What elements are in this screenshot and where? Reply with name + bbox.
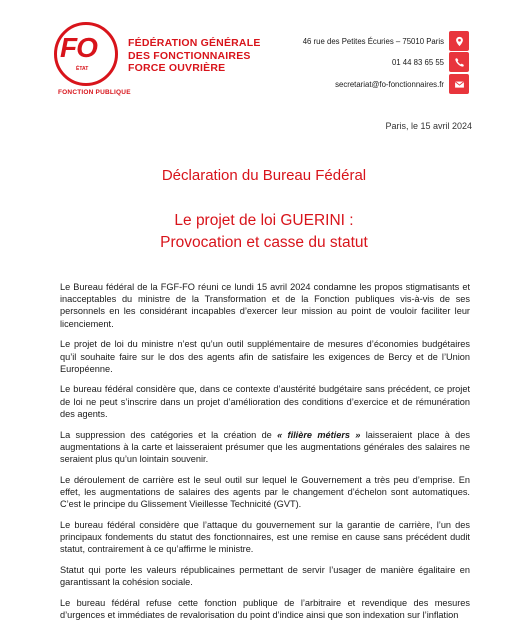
organisation-name bbox=[128, 37, 261, 75]
org-line: FORCE OUVRIÈRE bbox=[128, 62, 226, 74]
paragraph: Le déroulement de carrière est le seul outil sur lequel le Gouvernement a très peu d’emprise. En effet, les augmentations de salaires des agents par le changement d’échelon sont automatiques. C’est le principe du Glissement Vieillesse Technicité (GVT). bbox=[60, 474, 470, 510]
paragraph: Le bureau fédéral considère que l’attaque du gouvernement sur la garantie de carrière, l’un des principaux fondements du statut des fonctionnaires, est une remise en cause sans précédent dudit statut, contrairement à ce qu’affirme le ministre. bbox=[60, 519, 470, 555]
declaration-body bbox=[60, 281, 470, 630]
fo-logo bbox=[54, 22, 120, 88]
address-text: 46 rue des Petites Écuries – 75010 Paris bbox=[302, 37, 444, 46]
document-title-line-2: Provocation et casse du statut bbox=[160, 234, 368, 251]
declaration-title: Déclaration du Bureau Fédéral bbox=[161, 167, 367, 184]
paragraph: Statut qui porte les valeurs républicaines permettant de servir l’usager de manière égalitaire en garantissant la cohésion sociale. bbox=[60, 564, 470, 588]
phone-text: 01 44 83 65 55 bbox=[391, 58, 444, 67]
logo-caption: FONCTION PUBLIQUE bbox=[58, 89, 131, 96]
paragraph: Le projet de loi du ministre n’est qu’un outil supplémentaire de mesures d’économies budgétaires qu’il souhaite faire sur le dos des agents afin de satisfaire les exigences de Bercy et de l’Union Européenne. bbox=[60, 339, 470, 374]
emphasis-text: « filière métiers » bbox=[277, 429, 361, 440]
document-date: Paris, le 15 avril 2024 bbox=[385, 121, 472, 131]
logo-sub: ÉTAT bbox=[76, 66, 89, 72]
paragraph-text: La suppression des catégories et la création de bbox=[60, 429, 278, 440]
paragraph: Le bureau fédéral refuse cette fonction publique de l’arbitraire et revendique des mesures d’urgences et immédiates de revalorisation du point d’indice ainsi que son indexation sur l’inflation bbox=[60, 597, 470, 620]
email-link[interactable]: secretariat@fo-fonctionnaires.fr bbox=[335, 80, 444, 89]
org-line: DES FONCTIONNAIRES bbox=[128, 49, 251, 62]
envelope-icon bbox=[449, 74, 469, 94]
paragraph-text: laisseraient place à des augmentations à la carte et laisseraient présumer que les augmentations générales des salaires ne seraient plus qu’un lointain souvenir. bbox=[60, 429, 470, 464]
document-title-line-1: Le projet de loi GUERINI : bbox=[174, 212, 354, 229]
paragraph: Le bureau fédéral considère que, dans ce contexte d’austérité budgétaire sans précédent, ce projet de loi ne peut s’inscrire dans un projet d’amélioration des conditions d’exercice et de rémunération des agents. bbox=[60, 384, 470, 419]
phone-icon bbox=[449, 52, 469, 72]
logo-text: FO bbox=[60, 32, 97, 63]
location-pin-icon bbox=[449, 31, 469, 51]
paragraph-filiere bbox=[60, 429, 470, 466]
paragraph: Le Bureau fédéral de la FGF-FO réuni ce lundi 15 avril 2024 condamne les propos stigmatisants et inacceptables du ministre de la Transformation et de la Fonction publiques vis-à-vis de ses personnels en les considérant incapables d’exercer leur mission au point de vouloir faciliter leur licenciement. bbox=[60, 282, 470, 329]
org-line: FÉDÉRATION GÉNÉRALE bbox=[128, 37, 261, 49]
